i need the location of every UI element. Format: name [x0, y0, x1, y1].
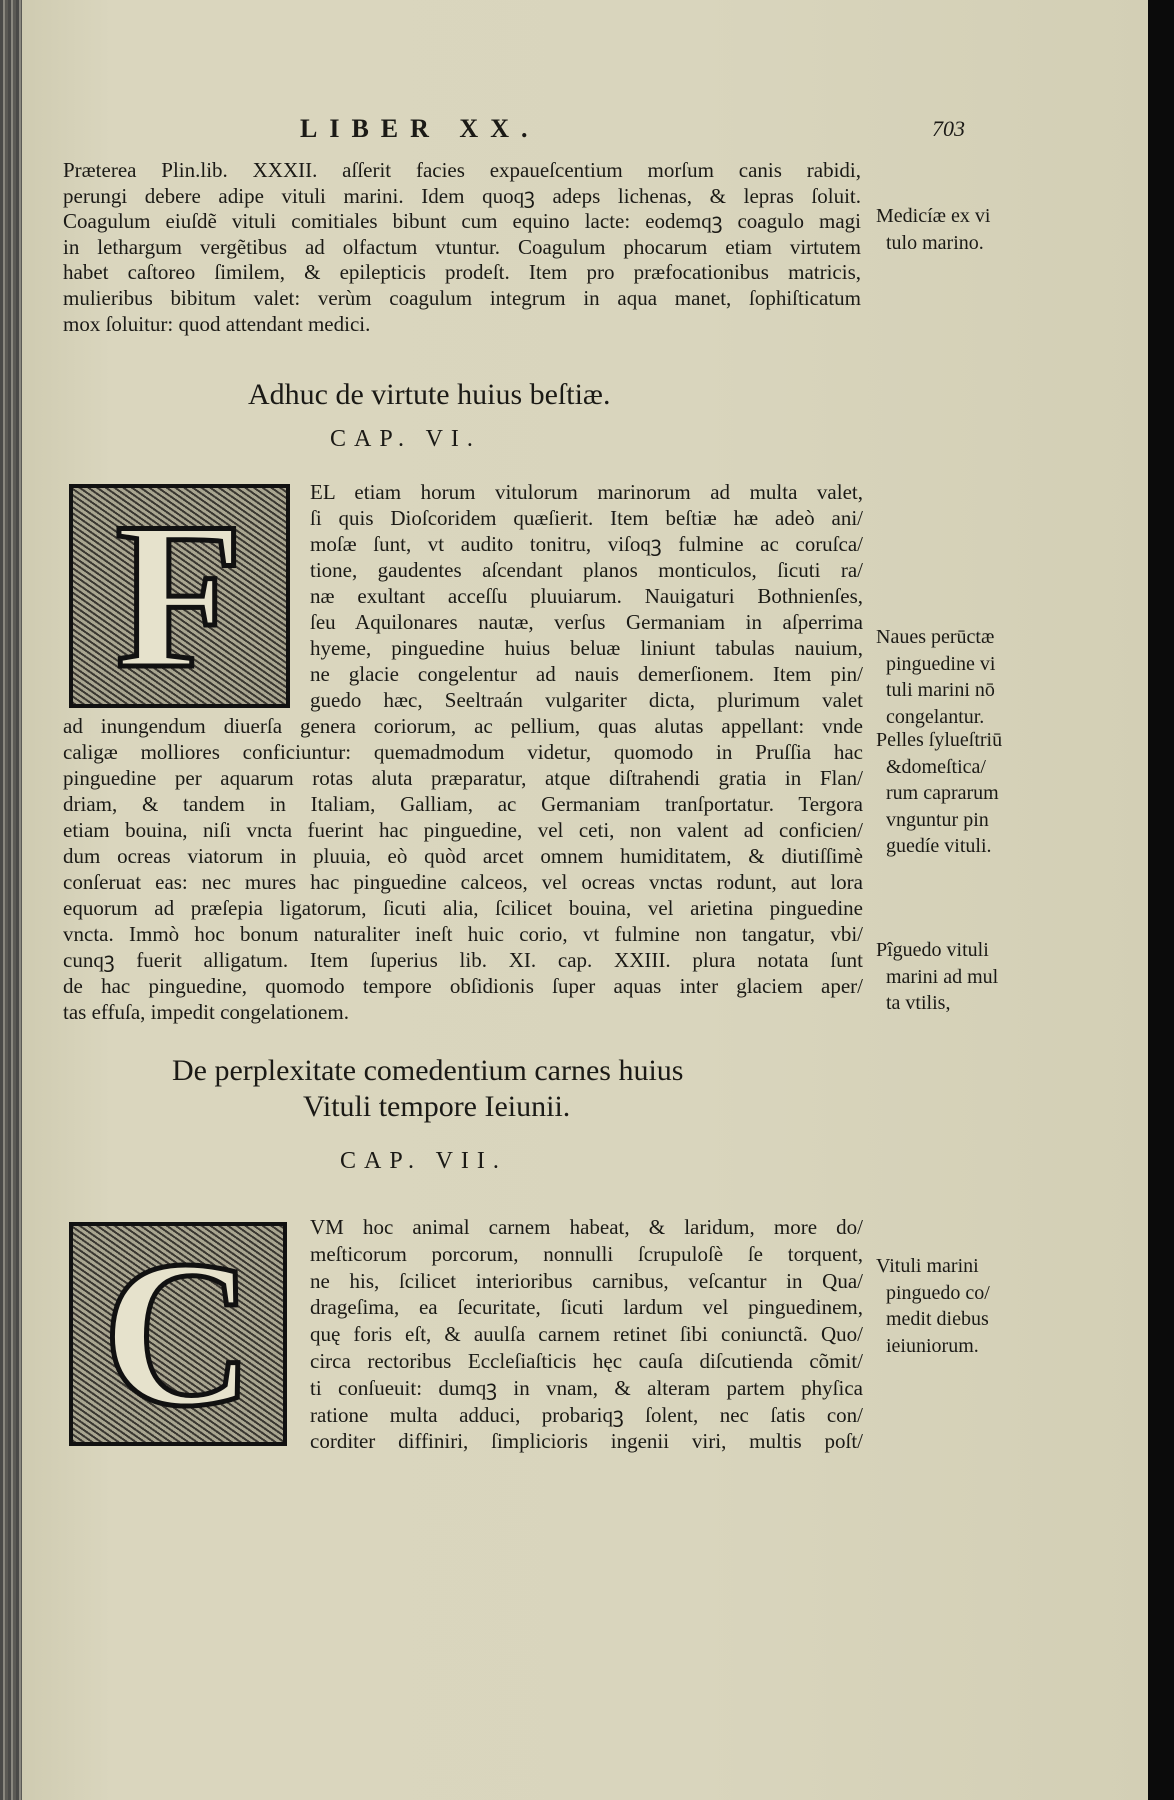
margin-note-line: pinguedine vi [886, 652, 996, 675]
text-line: habet caſtoreo ſimilem, & epilepticis prodeſt. Item pro præfocationibus matricis, [63, 260, 861, 285]
page-number: 703 [932, 116, 965, 141]
decorated-initial-f [69, 484, 290, 708]
text-line: ſeu Aquilonares nautæ, verſus Germaniam in aſperrima [310, 610, 863, 634]
decorated-initial-c [69, 1222, 287, 1446]
text-line: ſi quis Dioſcoridem quæſierit. Item beſtiæ hæ adeò ani/ [310, 506, 863, 530]
text-line: guedo hæc, Seeltraán vulgariter dicta, plurimum valet [310, 688, 863, 712]
margin-note-line: &domeſtica/ [886, 755, 986, 778]
text-line: etiam bouina, niſi vncta fuerint hac pinguedine, vel ceti, non valent ad conficien/ [63, 818, 863, 842]
book-page-edges [0, 0, 22, 1800]
text-line: ne glacie congelentur ad nauis demerſionem. Item pin/ [310, 662, 863, 686]
text-line: mulieribus bibitum valet: verùm coagulum integrum in aqua manet, ſophiſticatum [63, 286, 861, 310]
margin-note-line: medit diebus [886, 1308, 989, 1330]
text-line: in lethargum vergẽtibus ad olfactum vtuntur. Coagulum phocarum etiam virtutem [63, 234, 861, 259]
running-head: LIBER XX. [300, 114, 540, 143]
text-line: Præterea Plin.lib. XXXII. aſſerit facies expaueſcentium morſum canis rabidi, [63, 158, 861, 182]
text-line: ne his, ſcilicet interioribus carnibus, veſcantur in Qua/ [310, 1268, 863, 1293]
text-line: perungi debere adipe vituli marini. Idem quoqꝫ adeps lichenas, & lepras ſoluit. [63, 183, 861, 208]
chapter-7-number: CAP. VII. [340, 1148, 507, 1174]
margin-note-line: ieiuniorum. [886, 1334, 979, 1357]
text-line: mox ſoluitur: quod attendant medici. [63, 311, 371, 336]
margin-note-line: Pîguedo vituli [876, 939, 989, 961]
margin-note-line: ta vtilis, [886, 992, 951, 1014]
text-line: quę foris eſt, & auulſa carnem retinet ſibi coniunctã. Quo/ [310, 1322, 863, 1347]
margin-note-line: vnguntur pin [886, 808, 989, 831]
text-line: pinguedine per aquarum rotas aluta præparatur, atque diſtrahendi gratia in Flan/ [63, 766, 863, 790]
text-line: caligæ molliores conficiuntur: quemadmodum videtur, quomodo in Pruſſia hac [63, 740, 863, 764]
margin-note-line: tulo marino. [886, 231, 984, 254]
chapter-7-title-line2: Vituli tempore Ieiunii. [303, 1090, 571, 1123]
text-line: corditer diffiniri, ſimplicioris ingenii viri, multis poſt/ [310, 1429, 863, 1454]
text-line: EL etiam horum vitulorum marinorum ad multa valet, [310, 480, 863, 504]
text-line: cunqꝫ fuerit alligatum. Item ſuperius lib. XI. cap. XXIII. plura notata ſunt [63, 948, 863, 972]
margin-note-line: Naues perūctæ [876, 626, 995, 648]
margin-note-line: Vituli marini [876, 1255, 979, 1277]
text-line: vncta. Immò hoc bonum naturaliter ineſt huic corio, vt fulmine non tangatur, vbi/ [63, 922, 863, 946]
text-line: meſticorum porcorum, nonnulli ſcrupuloſè ſe torquent, [310, 1241, 863, 1266]
text-line: dum ocreas viatorum in pluuia, eò quòd arcet omnem humiditatem, & diutiſſimè [63, 844, 863, 868]
margin-note-line: congelantur. [886, 705, 985, 728]
margin-note-line: tuli marini nō [886, 679, 995, 701]
chapter-6-number: CAP. VI. [330, 426, 481, 452]
text-line: moſæ ſunt, vt audito tonitru, viſoqꝫ fulmine ac coruſca/ [310, 532, 863, 556]
margin-note-line: pinguedo co/ [886, 1281, 990, 1304]
text-line: hyeme, pinguedine huius beluæ liniunt tabulas nauium, [310, 636, 863, 660]
chapter-7-title-line1: De perplexitate comedentium carnes huius [172, 1054, 684, 1087]
text-line: equorum ad præſepia ligatorum, ſicuti alia, ſcilicet bouina, vel arietina pinguedine [63, 896, 863, 920]
text-line: driam, & tandem in Italiam, Galliam, ac Germaniam tranſportatur. Tergora [63, 792, 863, 816]
text-line: ti conſueuit: dumqꝫ in vnam, & alteram partem phyſica [310, 1375, 863, 1400]
margin-note-line: rum caprarum [886, 782, 999, 804]
text-line: de hac pinguedine, quomodo tempore obſidionis ſuper aquas inter glaciem aper/ [63, 974, 863, 998]
text-line: ad inungendum diuerſa genera coriorum, ac pellium, quas alutas appellant: vnde [63, 714, 863, 738]
text-line: circa rectoribus Eccleſiaſticis hęc cauſa diſcutienda cõmit/ [310, 1349, 863, 1373]
text-line: næ exultant acceſſu pluuiarum. Nauigaturi Bothnienſes, [310, 584, 863, 608]
chapter-6-title: Adhuc de virtute huius beſtiæ. [248, 378, 611, 411]
text-line: VM hoc animal carnem habeat, & laridum, more do/ [310, 1215, 863, 1239]
text-line: tione, gaudentes aſcendant planos monticulos, ſicuti ra/ [310, 558, 863, 582]
margin-note-line: Medicíæ ex vi [876, 205, 991, 227]
text-line: tas effuſa, impedit congelationem. [63, 1000, 349, 1024]
text-line: conſeruat eas: nec mures hac pinguedine calceos, vel ocreas vnctas rodunt, aut lora [63, 870, 863, 894]
initial-letter: C [102, 1222, 254, 1446]
text-line: drageſima, ea ſecuritate, ſicuti lardum vel pinguedinem, [310, 1295, 863, 1320]
margin-note-line: Pelles ſylueſtriū [876, 729, 1003, 751]
text-line: Coagulum eiuſdẽ vituli comitiales bibunt cum equino lacte: eodemqꝫ coagulo magi [63, 209, 861, 234]
margin-note-line: guedíe vituli. [886, 835, 992, 857]
initial-letter: F [115, 484, 244, 708]
text-line: ratione multa adduci, probariqꝫ ſolent, nec ſatis con/ [310, 1402, 863, 1427]
margin-note-line: marini ad mul [886, 965, 999, 988]
scan-border [1148, 0, 1174, 1800]
